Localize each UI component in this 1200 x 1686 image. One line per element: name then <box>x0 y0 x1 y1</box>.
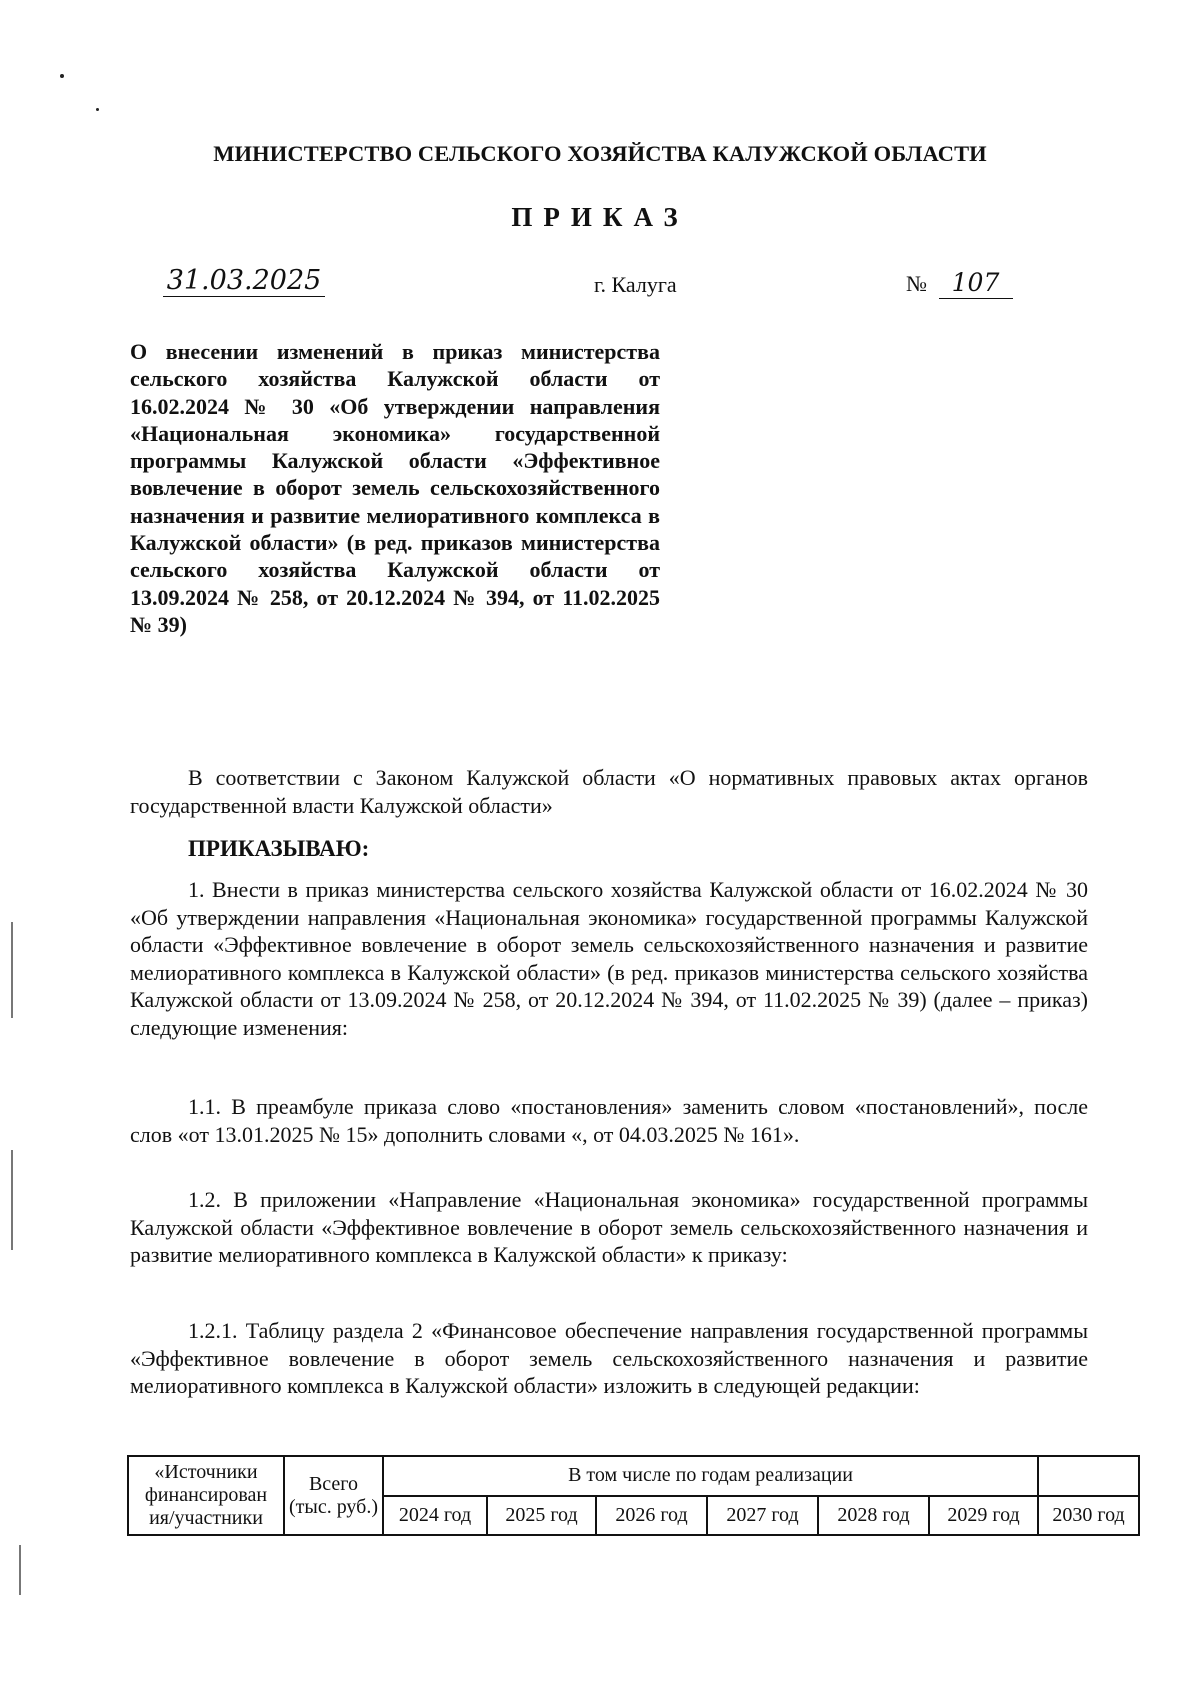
header-total: Всего (тыс. руб.) <box>284 1456 383 1535</box>
item-1-2-paragraph: 1.2. В приложении «Направление «Национальная экономика» государственной программы Калужской области «Эффективное вовлечение в оборот земель сельскохозяйственного назначения и развитие мелиоративного комплекса в Калужской области» к приказу: <box>130 1187 1088 1267</box>
order-subject: О внесении изменений в приказ министерства сельского хозяйства Калужской области от 16.02.2024 № 30 «Об утверждении направления «Национальная экономика» государственной программы Калужской области «Эффективное вовлечение в оборот земель сельскохозяйственного назначения и развитие мелиоративного комплекса в Калужской области» (в ред. приказов министерства сельского хозяйства Калужской области от 13.09.2024 № 258, от 20.12.2024 № 394, от 11.02.2025 № 39) <box>130 339 660 637</box>
header-source: «Источники финансирован ия/участники <box>128 1456 284 1535</box>
ministry-name: МИНИСТЕРСТВО СЕЛЬСКОГО ХОЗЯЙСТВА КАЛУЖСКОЙ ОБЛАСТИ <box>213 141 987 166</box>
scan-margin-line <box>11 1150 13 1250</box>
handwritten-date: 31.03.2025 <box>163 266 325 297</box>
header-year: 2029 год <box>929 1496 1038 1536</box>
order-date <box>163 266 325 297</box>
order-word: ПРИКАЗЫВАЮ: <box>188 836 370 861</box>
scan-margin-line <box>11 922 13 1018</box>
item-1-2-1-paragraph: 1.2.1. Таблицу раздела 2 «Финансовое обеспечение направления государственной программы «Эффективное вовлечение в оборот земель сельскохозяйственного назначения и развитие мелиоративного комплекса в Калужской области» изложить в следующей редакции: <box>130 1318 1088 1398</box>
header-year: 2026 год <box>596 1496 707 1536</box>
handwritten-number: 107 <box>939 268 1013 299</box>
header-empty-cell <box>1038 1456 1139 1496</box>
scan-speck <box>60 74 64 78</box>
header-year: 2025 год <box>487 1496 596 1536</box>
financing-table <box>127 1455 1140 1536</box>
item-1-paragraph: 1. Внести в приказ министерства сельского хозяйства Калужской области от 16.02.2024 № 30 «Об утверждении направления «Национальная экономика» государственной программы Калужской области «Эффективное вовлечение в оборот земель сельскохозяйственного назначения и развитие мелиоративного комплекса в Калужской области» (в ред. приказов министерства сельского хозяйства Калужской области от 13.09.2024 № 258, от 20.12.2024 № 394, от 11.02.2025 № 39) (далее – приказ) следующие изменения: <box>130 877 1088 1040</box>
header-year: 2028 год <box>818 1496 929 1536</box>
number-sign: № <box>906 271 927 296</box>
header-year: 2027 год <box>707 1496 818 1536</box>
scan-speck <box>96 108 99 111</box>
order-city: г. Калуга <box>594 272 677 297</box>
header-year: 2024 год <box>383 1496 487 1536</box>
header-year: 2030 год <box>1038 1496 1139 1536</box>
item-1-1-paragraph: 1.1. В преамбуле приказа слово «постановления» заменить словом «постановлений», после слов «от 13.01.2025 № 15» дополнить словами «, от 04.03.2025 № 161». <box>130 1094 1088 1147</box>
order-number <box>906 268 1013 299</box>
preamble-paragraph: В соответствии с Законом Калужской области «О нормативных правовых актах органов государственной власти Калужской области» <box>130 765 1088 818</box>
document-type: ПРИКАЗ <box>511 202 689 232</box>
header-years-group: В том числе по годам реализации <box>383 1456 1038 1496</box>
scan-margin-line <box>19 1545 21 1595</box>
